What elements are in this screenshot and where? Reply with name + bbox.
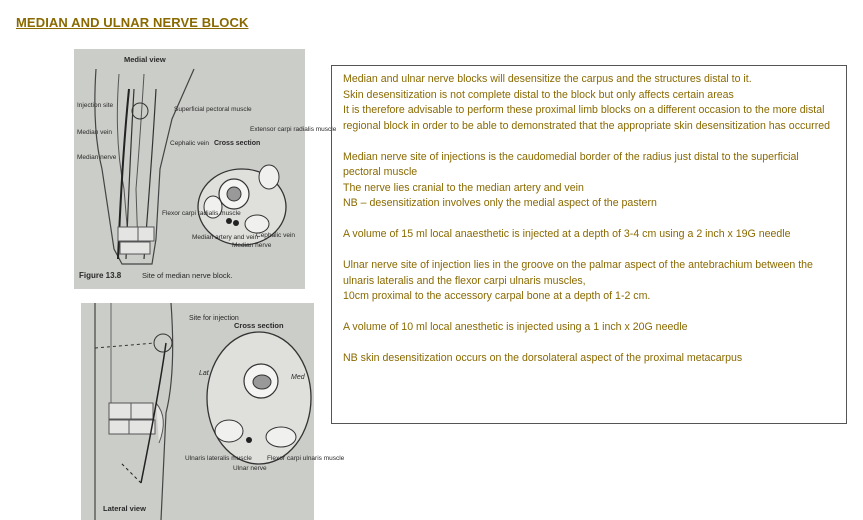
label-superficial-pectoral: Superficial pectoral muscle	[174, 106, 252, 113]
figure-caption-number: Figure 13.8	[79, 271, 122, 280]
view-label: Medial view	[124, 55, 166, 64]
label-cross-section: Cross section	[214, 140, 261, 147]
label-flexor-ulnaris: Flexor carpi ulnaris muscle	[267, 455, 345, 462]
figure-caption-text: Site of median nerve block.	[142, 271, 233, 280]
label-extensor: Extensor carpi radialis muscle	[250, 126, 337, 133]
label-med: Med	[291, 374, 305, 381]
paragraph-ulnar-site: Ulnar nerve site of injection lies in the groove on the palmar aspect of the antebrachium between the ulnaris lateralis and the flexor carpi ulnaris muscles, 10cm proximal to the accessory carpal bone at a depth of 1-2 cm.	[343, 259, 813, 302]
label-cephalic-vein: Cephalic vein	[170, 140, 210, 147]
paragraph-median-site: Median nerve site of injections is the caudomedial border of the radius just distal to the superficial pectoral muscle The nerve lies cranial to the median artery and vein NB – desensitization involves only the medial aspect of the pastern	[343, 150, 799, 209]
label-median-artery: Median artery and vein	[192, 234, 259, 241]
label-median-nerve: Median nerve	[77, 154, 117, 161]
label-ulnar-nerve: Ulnar nerve	[233, 465, 267, 472]
figure-ulnar-nerve-block	[81, 303, 345, 520]
page-title: MEDIAN AND ULNAR NERVE BLOCK	[16, 15, 249, 30]
label-cephalic-vein-cs: Cephalic vein	[256, 232, 296, 239]
label-site-injection: Site for injection	[189, 315, 239, 322]
label-injection-site: Injection site	[77, 102, 114, 109]
description-box	[331, 65, 847, 424]
label-cross-section-2: Cross section	[234, 321, 284, 330]
view-label-2: Lateral view	[103, 504, 146, 513]
label-flexor: Flexor carpi radialis muscle	[162, 210, 241, 217]
label-median-vein: Median vein	[77, 129, 113, 136]
paragraph-overview: Median and ulnar nerve blocks will desensitize the carpus and the structures distal to it. Skin desensitization is not complete distal to the block but only affects certain areas It is therefore advisable to perform these proximal limb blocks on a different occasion to the more distal regional block in order to be able to demonstrated that the appropriate skin desensitization has occurred	[343, 73, 831, 132]
paragraph-nb: NB skin desensitization occurs on the dorsolateral aspect of the proximal metacarpus	[343, 352, 743, 364]
label-ulnaris-lateralis: Ulnaris lateralis muscle	[185, 455, 252, 462]
paragraph-median-volume: A volume of 15 ml local anaesthetic is injected at a depth of 3-4 cm using a 2 inch x 19G needle	[343, 228, 791, 240]
label-lat: Lat	[199, 370, 209, 377]
label-median-nerve-cs: Median nerve	[232, 242, 272, 249]
figure-median-nerve-block	[74, 49, 337, 289]
paragraph-ulnar-volume: A volume of 10 ml local anesthetic is injected using a 1 inch x 20G needle	[343, 321, 688, 333]
